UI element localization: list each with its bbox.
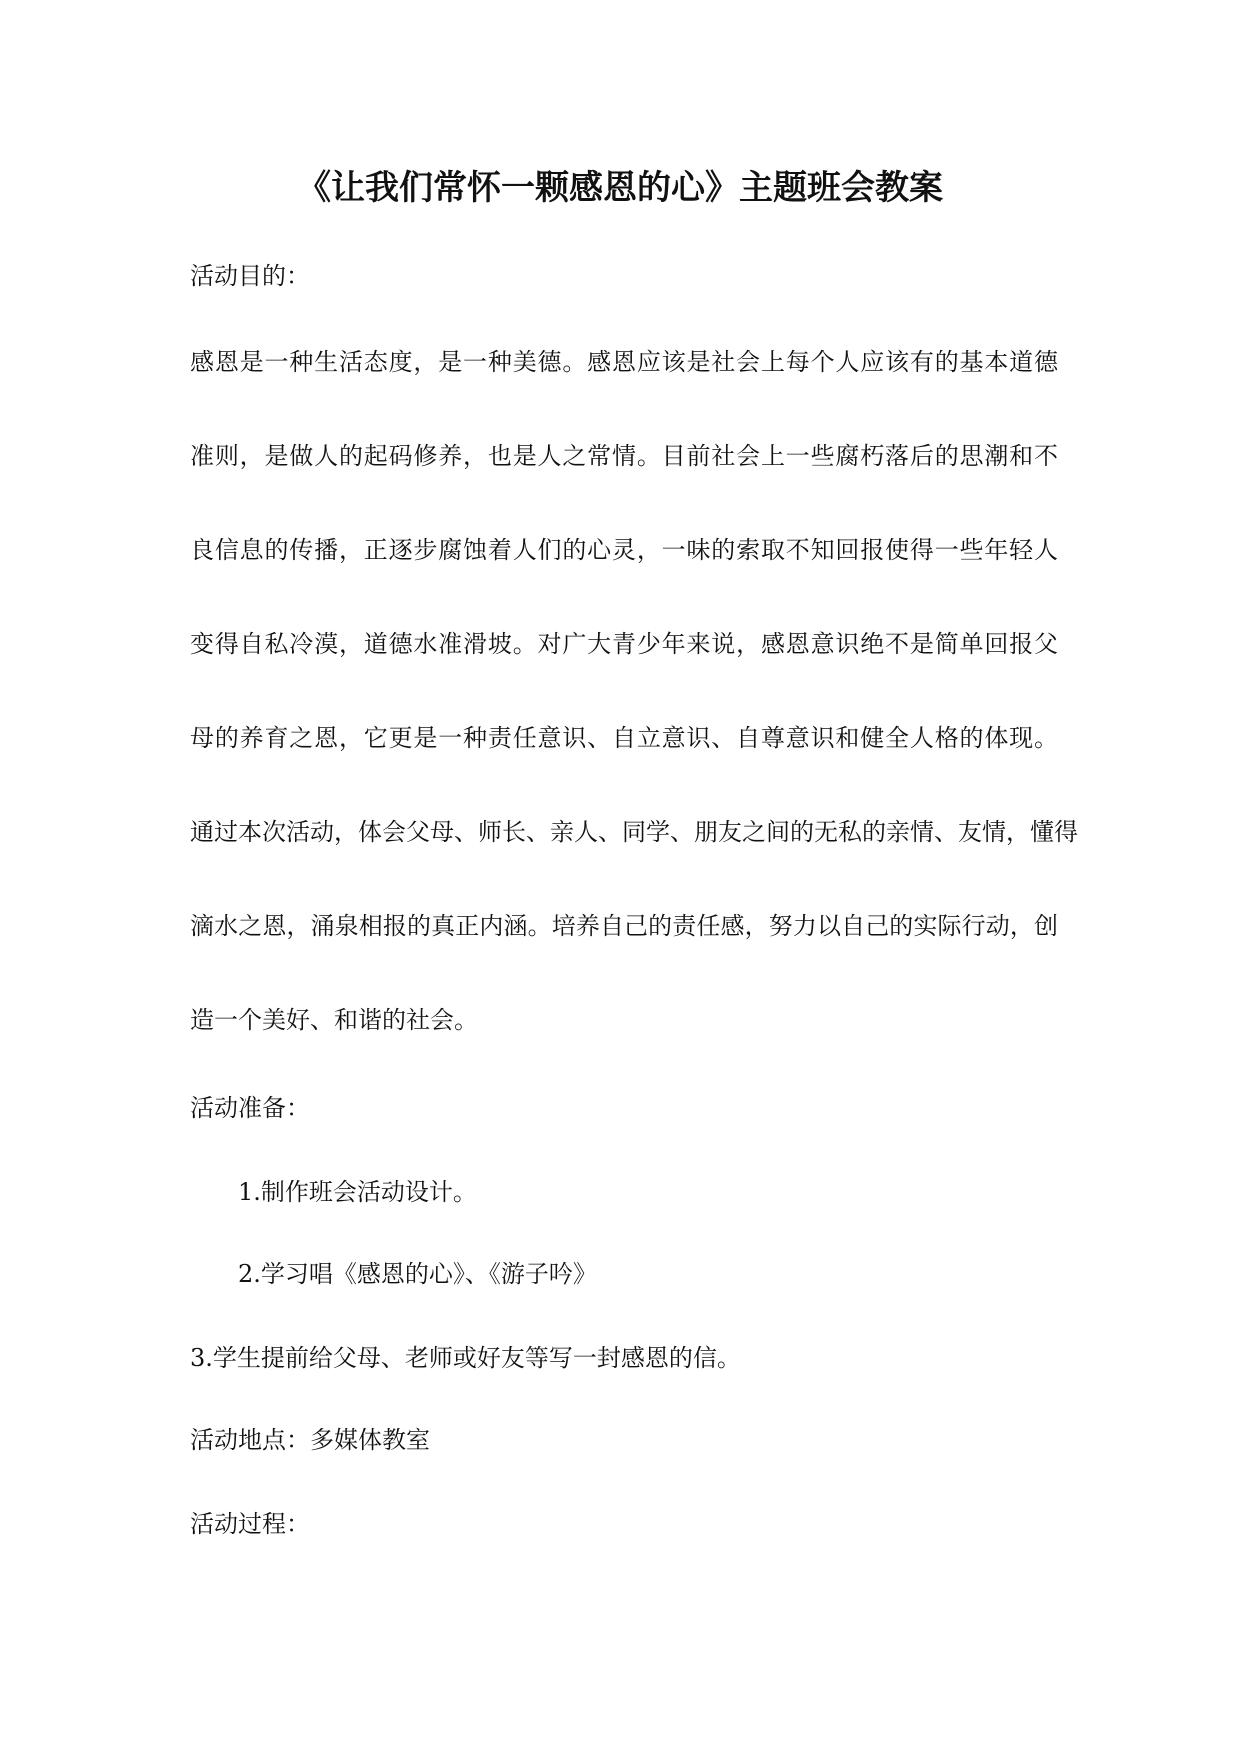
location-line: 活动地点：多媒体教室 [190, 1426, 430, 1454]
purpose-line-1: 感恩是一种生活态度，是一种美德。感恩应该是社会上每个人应该有的基本道德 [190, 348, 1058, 376]
purpose-line-6: 通过本次活动，体会父母、师长、亲人、同学、朋友之间的无私的亲情、友情，懂得 [190, 818, 1078, 846]
purpose-line-3: 良信息的传播，正逐步腐蚀着人们的心灵，一味的索取不知回报使得一些年轻人 [190, 536, 1058, 564]
purpose-line-2: 准则，是做人的起码修养，也是人之常情。目前社会上一些腐朽落后的思潮和不 [190, 442, 1058, 470]
purpose-line-8: 造一个美好、和谐的社会。 [190, 1006, 478, 1034]
prep-item-2: 2.学习唱《感恩的心》、《游子吟》 [238, 1260, 597, 1288]
prep-item-1: 1.制作班会活动设计。 [238, 1178, 477, 1206]
document-title: 《让我们常怀一颗感恩的心》主题班会教案 [297, 168, 943, 208]
purpose-heading: 活动目的： [190, 262, 310, 290]
purpose-line-4: 变得自私冷漠，道德水准滑坡。对广大青少年来说，感恩意识绝不是简单回报父 [190, 630, 1058, 658]
process-heading: 活动过程： [190, 1510, 310, 1538]
prep-heading: 活动准备： [190, 1094, 310, 1122]
purpose-line-7: 滴水之恩，涌泉相报的真正内涵。培养自己的责任感，努力以自己的实际行动，创 [190, 912, 1058, 940]
purpose-line-5: 母的养育之恩，它更是一种责任意识、自立意识、自尊意识和健全人格的体现。 [190, 724, 1058, 752]
prep-item-3: 3.学生提前给父母、老师或好友等写一封感恩的信。 [190, 1344, 741, 1372]
